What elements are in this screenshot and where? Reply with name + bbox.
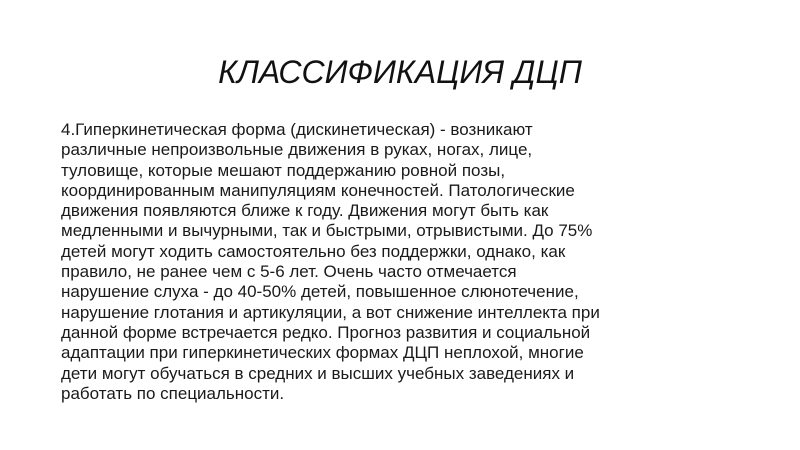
slide-body-text	[61, 120, 741, 404]
body-line: нарушение глотания и артикуляции, а вот снижение интеллекта при	[61, 302, 600, 322]
body-line: нарушение слуха - до 40-50% детей, повышенное слюнотечение,	[61, 282, 579, 302]
body-line: движения появляются ближе к году. Движения могут быть как	[61, 201, 549, 221]
body-line: 4.Гиперкинетическая форма (дискинетическая) - возникают	[61, 120, 533, 139]
body-line: адаптации при гиперкинетических формах ДЦП неплохой, многие	[61, 343, 584, 363]
body-line: детей могут ходить самостоятельно без поддержки, однако, как	[61, 241, 566, 261]
body-line: координированным манипуляциям конечностей. Патологические	[61, 180, 575, 200]
body-line: медленными и вычурными, так и быстрыми, отрывистыми. До 75%	[61, 221, 593, 241]
body-line: дети могут обучаться в средних и высших учебных заведениях и	[61, 363, 575, 383]
slide-title: КЛАССИФИКАЦИЯ ДЦП	[218, 54, 582, 90]
body-line: правило, не ранее чем с 5-6 лет. Очень часто отмечается	[61, 262, 517, 282]
body-line: данной форме встречается редко. Прогноз развития и социальной	[61, 322, 591, 342]
body-line: различные непроизвольные движения в руках, ногах, лице,	[61, 140, 533, 160]
body-line: работать по специальности.	[61, 383, 285, 403]
body-line: туловище, которые мешают поддержанию ровной позы,	[61, 160, 506, 180]
